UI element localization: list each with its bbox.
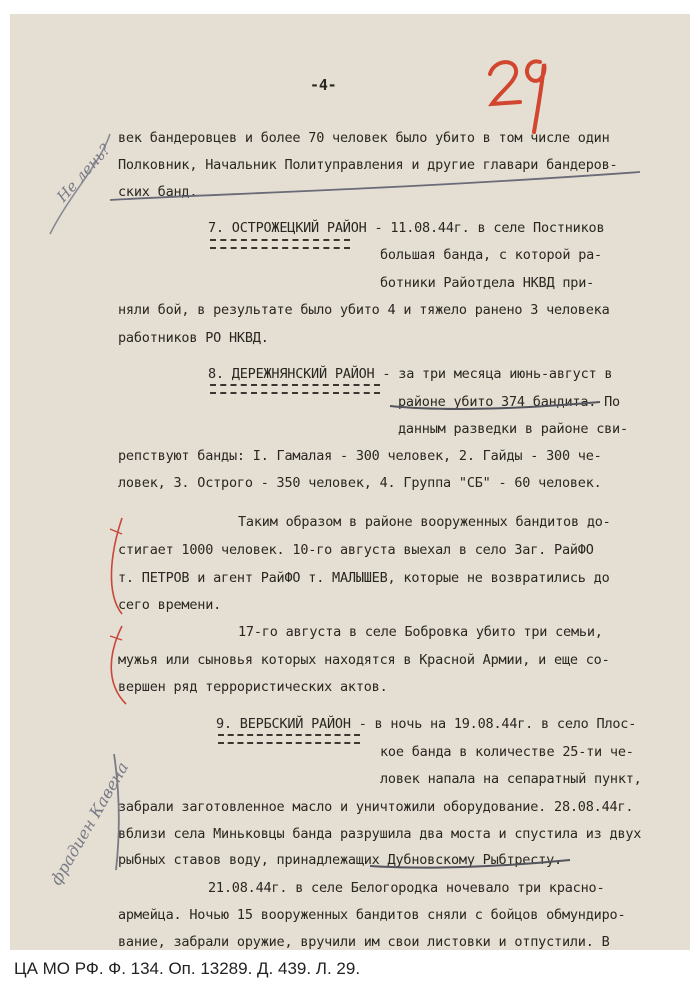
- margin-note-1: Не лень?: [53, 140, 115, 206]
- text-line-26: рыбных ставов воду, принадлежащих Дубновскому Рыбтресту.: [118, 852, 562, 868]
- text-line-1: век бандеровцев и более 70 человек было убито в том числе один: [118, 130, 610, 146]
- text-line-6: ботники Райотдела НКВД при-: [380, 275, 595, 291]
- text-line-5: большая банда, с которой ра-: [380, 247, 602, 263]
- archive-caption-bar: [0, 951, 700, 987]
- section-7-heading: 7. ОСТРОЖЕЦКИЙ РАЙОН - 11.08.44г. в селе Постников: [208, 220, 605, 236]
- text-line-22: кое банда в количестве 25-ти че-: [380, 744, 634, 760]
- text-line-25: вблизи села Миньковцы банда разрушила два моста и спустила из двух: [118, 826, 642, 842]
- text-line-13: ловек, 3. Острого - 350 человек, 4. Группа "СБ" - 60 человек.: [118, 475, 602, 491]
- text-line-10: районе убито 374 бандита. По: [398, 394, 620, 410]
- margin-note-2: фрадиен Кавена: [46, 758, 133, 889]
- archive-reference-caption: ЦА МО РФ. Ф. 134. Оп. 13289. Д. 439. Л. 29.: [14, 959, 361, 978]
- text-line-20: вершен ряд террористических актов.: [118, 679, 388, 695]
- text-line-15: стигает 1000 человек. 10-го августа выехал в село Заг. РайФО: [118, 542, 594, 558]
- text-line-12: репствуют банды: I. Гамалая - 300 человек, 2. Гайды - 300 че-: [118, 448, 602, 464]
- page-number: -4-: [310, 76, 337, 94]
- text-line-3: ских банд.: [118, 184, 198, 200]
- text-line-7: няли бой, в результате было убито 4 и тяжело ранено 3 человека: [118, 302, 610, 318]
- text-line-23: ловек напала на сепаратный пункт,: [380, 771, 642, 787]
- section-9-heading: 9. ВЕРБСКИЙ РАЙОН - в ночь на 19.08.44г. в село Плос-: [216, 716, 637, 732]
- text-line-14: Таким образом в районе вооруженных бандитов до-: [238, 514, 611, 530]
- text-line-19: мужья или сыновья которых находятся в Красной Армии, и еще со-: [118, 652, 610, 668]
- text-line-8: работников РО НКВД.: [118, 330, 269, 346]
- archive-document-page: [10, 14, 690, 950]
- text-line-2: Полковник, Начальник Политуправления и другие главари бандеров-: [118, 157, 618, 173]
- text-line-28: армейца. Ночью 15 вооруженных бандитов сняли с бойцов обмундиро-: [118, 907, 626, 923]
- text-line-11: данным разведки в районе сви-: [398, 421, 628, 437]
- section-8-heading: 8. ДЕРЕЖНЯНСКИЙ РАЙОН - за три месяца июнь-август в: [208, 366, 613, 382]
- text-line-27: 21.08.44г. в селе Белогородка ночевало три красно-: [208, 880, 605, 896]
- text-line-18: 17-го августа в селе Бобровка убито три семьи,: [238, 624, 603, 640]
- text-line-17: сего времени.: [118, 597, 222, 613]
- text-line-16: т. ПЕТРОВ и агент РайФО т. МАЛЫШЕВ, которые не возвратились до: [118, 570, 610, 586]
- text-line-24: забрали заготовленное масло и уничтожили оборудование. 28.08.44г.: [118, 799, 634, 815]
- text-line-29: вание, забрали оружие, вручили им свои листовки и отпустили. В: [118, 934, 610, 950]
